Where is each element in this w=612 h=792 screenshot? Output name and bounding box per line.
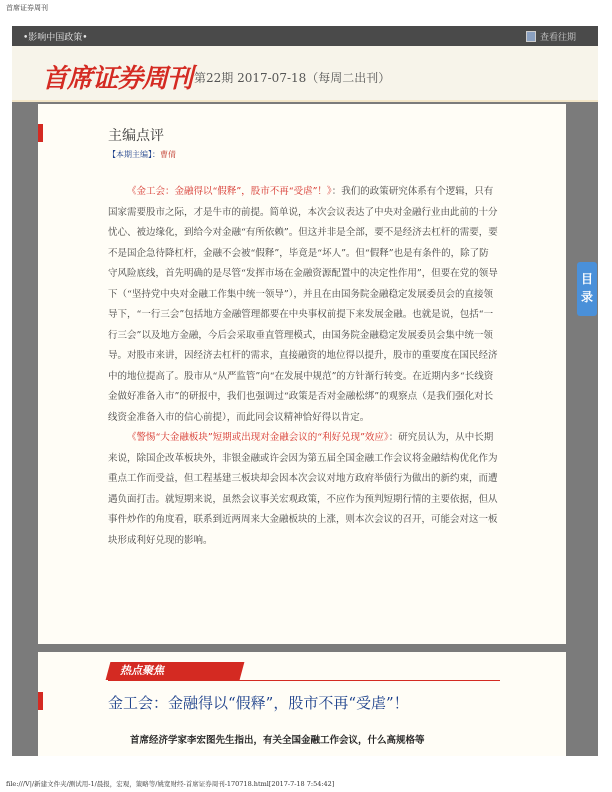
review-paragraph-2 xyxy=(108,428,498,551)
article-marker xyxy=(38,692,43,710)
editor-review-card xyxy=(38,104,566,644)
view-past-issues-label: 查看往期 xyxy=(539,33,576,43)
editor-credit xyxy=(108,149,176,160)
editor-name: 曹倩 xyxy=(160,150,176,159)
banner-underline xyxy=(108,680,500,681)
article-link-2[interactable]: 《警惕“大金融板块”短期或出现对金融会议的“利好兑现”效应》 xyxy=(127,432,389,443)
paragraph-1-text: ：我们的政策研究体系有个逻辑，只有国家需要股市之际，才是牛市的前提。简单说，本次会议表达了中央对金融行业由此前的十分忧心、被边缘化，到给今对金融“有所依赖”。但这并非是全部，要不是经济去杠杆的需要，要不是国企急待降杠杆，金融不会被“假释”，毕竟是“坏人”。但“假释”也是有条件的，除了防守风险底线，首先明确的是尽管“发挥市场在金融资源配置中的决定性作用”，但要在党的领导下（“坚持党中央对金融工作集中统一领导”），并且在由国务院金融稳定发展委员会的直接领导下，“一行三会”包括地方金融管理都要在中央事权前提下来发展金融。也就是说，包括“一行三会”以及地方金融，今后会采取垂直管理模式，由国务院金融稳定发展委员会集中统一领导。对股市来讲，因经济去杠杆的需求，直接融资的地位得以提升，股市的重要度在国民经济中的地位提高了。股市从“从严监管”向“在发展中规范”的方针渐行转变。在近期内多“长线资金做好准备入市”的研报中，我们也强调过“政策是否对金融松绑”的观察点（是我们强化对长线资金准备入市的信心前提），而此同会议精神恰好得以肯定。 xyxy=(108,186,498,423)
masthead-divider xyxy=(12,100,598,102)
hot-topic-banner xyxy=(106,662,245,680)
print-footer: file:///V|/新建文件夹/测试用-1/晨报，宏观，策略等/姚宽财经-首席证券周刊-170718.html[2017-7-18 7:54:42] xyxy=(6,780,335,788)
editor-label: 【本期主编】： xyxy=(108,150,160,159)
article-lead: 首席经济学家李宏图先生指出，有关全国金融工作会议，什么高规格等 xyxy=(130,735,425,746)
section-title: 主编点评 xyxy=(108,128,164,144)
article-title[interactable]: 金工会：金融得以“假释”，股市不再“受虐”！ xyxy=(108,694,409,712)
review-body xyxy=(108,182,498,551)
section-marker xyxy=(38,124,43,142)
paragraph-2-text: ：研究员认为，从中长期来说，除国企改革板块外，非银金融或许会因为第五届全国金融工作会议将金融结构优化作为重点工作而受益，但工程基建三板块却会因本次会议对地方政府举债行为做出的新约束，而遭遇负面打击。就短期来说，虽然会议事关宏观政策，不应作为预判短期行情的主要依据，但从事件炒作的角度看，联系到近两周来大金融板块的上涨，则本次会议的召开，可能会对这一板块形成利好兑现的影响。 xyxy=(108,432,498,546)
table-of-contents-tab[interactable]: 目录 xyxy=(577,262,597,316)
view-past-issues-link[interactable] xyxy=(526,30,576,43)
slogan: •影响中国政策• xyxy=(23,33,88,43)
document-icon xyxy=(526,31,536,42)
publication-logo: 首席证券周刊 xyxy=(42,64,193,94)
masthead xyxy=(12,46,598,102)
hot-topic-card xyxy=(38,652,566,756)
print-header: 首席证券周刊 xyxy=(6,4,48,12)
top-bar xyxy=(12,26,598,46)
hot-topic-label: 热点聚焦 xyxy=(120,664,164,677)
article-link-1[interactable]: 《金工会：金融得以“假释”，股市不再“受虐”！》 xyxy=(127,186,332,197)
review-paragraph-1 xyxy=(108,182,498,428)
issue-info: 第22期 2017-07-18（每周二出刊） xyxy=(194,71,391,85)
